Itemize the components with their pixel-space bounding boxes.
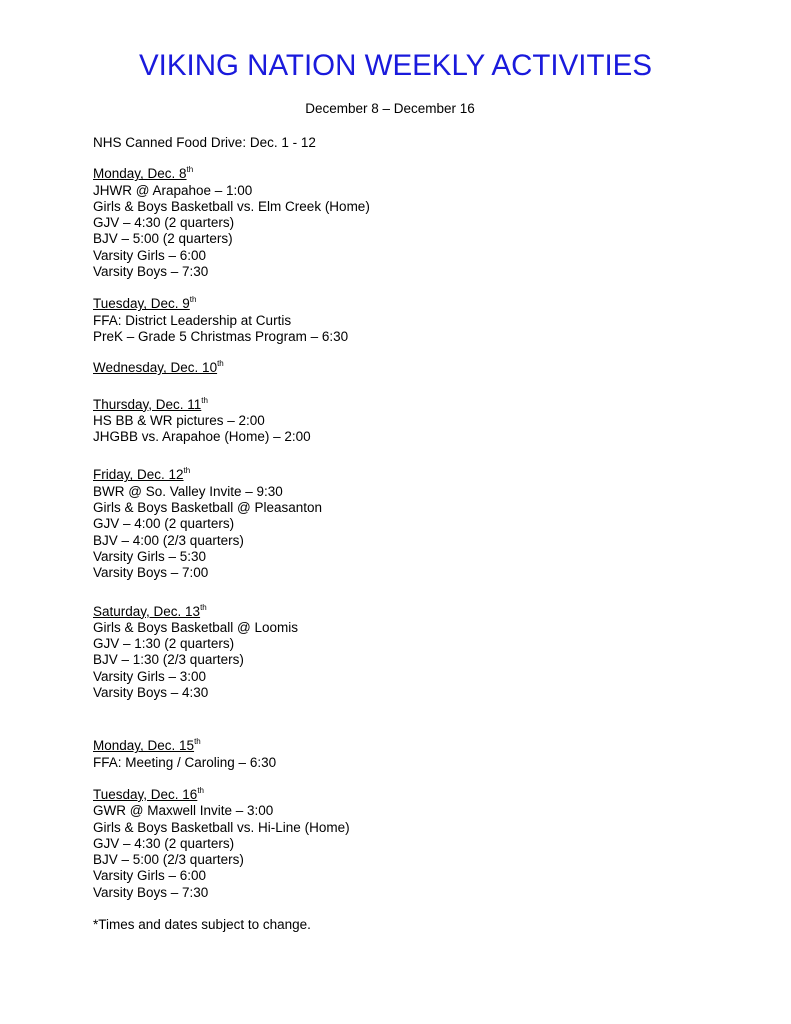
day-section [93, 397, 370, 446]
day-section [93, 360, 370, 376]
day-heading: Tuesday, Dec. 16th [93, 785, 204, 802]
activity-item: Girls & Boys Basketball @ Loomis [93, 619, 299, 635]
activity-item: GWR @ Maxwell Invite – 3:00 [93, 803, 274, 819]
activity-item: PreK – Grade 5 Christmas Program – 6:30 [93, 328, 349, 344]
activity-item: Varsity Girls – 3:00 [93, 668, 207, 684]
day-section [93, 738, 370, 771]
day-heading: Monday, Dec. 15th [93, 737, 201, 754]
activity-item: JHWR @ Arapahoe – 1:00 [93, 182, 253, 198]
activity-item: BWR @ So. Valley Invite – 9:30 [93, 483, 283, 499]
activity-item: HS BB & WR pictures – 2:00 [93, 412, 265, 428]
page-title: VIKING NATION WEEKLY ACTIVITIES [138, 49, 653, 82]
activity-item: GJV – 4:00 (2 quarters) [93, 516, 235, 532]
day-heading: Wednesday, Dec. 10th [93, 359, 224, 376]
activity-item: GJV – 4:30 (2 quarters) [93, 215, 235, 231]
day-heading: Monday, Dec. 8th [93, 165, 194, 182]
activity-item: Varsity Boys – 7:00 [93, 565, 209, 581]
footer-note: *Times and dates subject to change. [93, 916, 311, 932]
day-section [93, 467, 370, 581]
activity-item: Girls & Boys Basketball vs. Elm Creek (Home) [93, 198, 370, 214]
activity-item: GJV – 1:30 (2 quarters) [93, 636, 235, 652]
notice-line: NHS Canned Food Drive: Dec. 1 - 12 [93, 135, 316, 150]
activity-item: FFA: District Leadership at Curtis [93, 312, 292, 328]
day-section [93, 604, 370, 702]
activity-item: JHGBB vs. Arapahoe (Home) – 2:00 [93, 429, 311, 445]
activity-item: FFA: Meeting / Caroling – 6:30 [93, 754, 277, 770]
day-section [93, 166, 370, 280]
activity-item: Girls & Boys Basketball vs. Hi-Line (Home) [93, 819, 350, 835]
date-range: December 8 – December 16 [305, 101, 475, 116]
activity-item: GJV – 4:30 (2 quarters) [93, 835, 235, 851]
activity-item: BJV – 5:00 (2/3 quarters) [93, 852, 244, 868]
activity-item: BJV – 4:00 (2/3 quarters) [93, 532, 244, 548]
activity-item: Varsity Boys – 7:30 [93, 884, 209, 900]
day-section [93, 787, 370, 901]
activity-item: Varsity Girls – 5:30 [93, 548, 207, 564]
day-heading: Thursday, Dec. 11th [93, 395, 208, 412]
activity-item: Varsity Girls – 6:00 [93, 247, 207, 263]
activity-item: BJV – 5:00 (2 quarters) [93, 231, 233, 247]
day-section [93, 296, 370, 345]
activity-item: Girls & Boys Basketball @ Pleasanton [93, 500, 323, 516]
activity-item: Varsity Boys – 7:30 [93, 264, 209, 280]
day-heading: Saturday, Dec. 13th [93, 602, 207, 619]
day-heading: Tuesday, Dec. 9th [93, 295, 197, 312]
activities-content [93, 135, 370, 933]
activity-item: Varsity Boys – 4:30 [93, 685, 209, 701]
activity-item: Varsity Girls – 6:00 [93, 868, 207, 884]
day-heading: Friday, Dec. 12th [93, 466, 191, 483]
activity-item: BJV – 1:30 (2/3 quarters) [93, 652, 244, 668]
